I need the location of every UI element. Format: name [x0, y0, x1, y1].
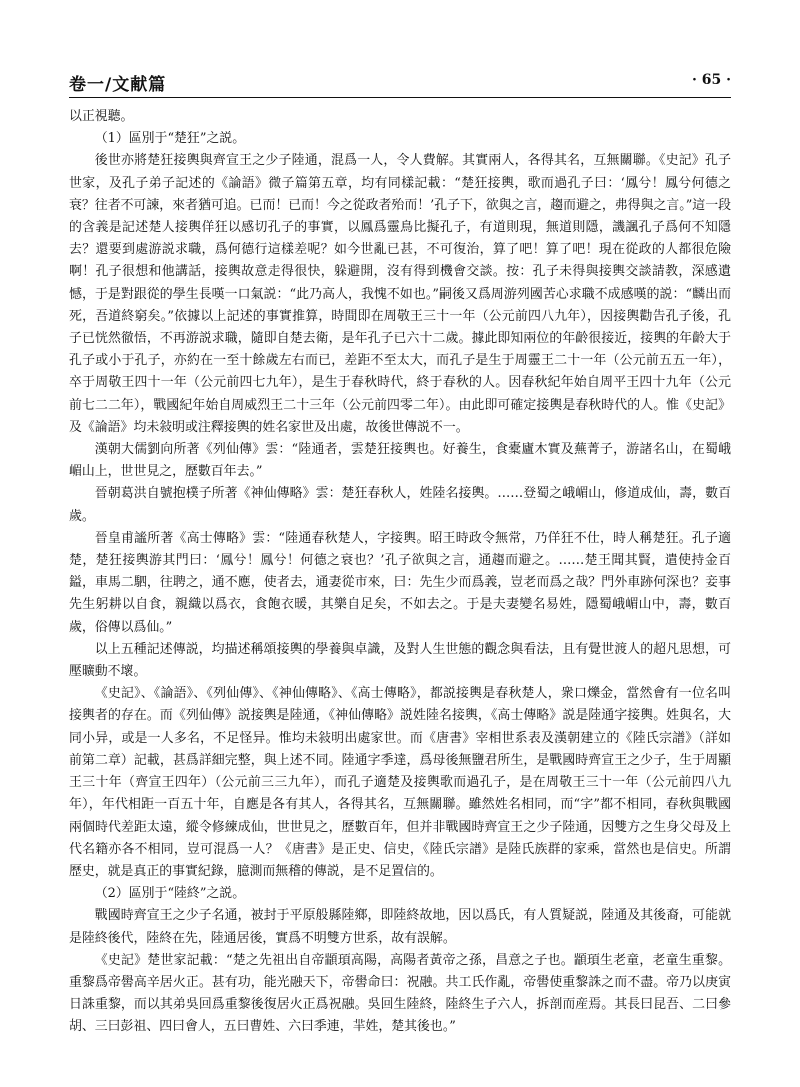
paragraph: 戰國時齊宣王之少子名通，被封于平原般縣陸鄉，即陸終故地，因以爲氏，有人質疑説，陸通及其後裔，可能就是陸終後代，陸終在先，陸通居後，實爲不明雙方世系，故有誤解。 [69, 908, 731, 946]
paragraph: 《史記》楚世家記載：“楚之先祖出自帝顓頊高陽，高陽者黃帝之孫，昌意之子也。顓頊生老童，老童生重黎。重黎爲帝嚳高辛居火正。甚有功，能光融天下，帝嚳命曰：祝融。共工氏作亂，帝嚳使重黎誅之而不盡。帝乃以庚寅日誅重黎，而以其弟吳回爲重黎後復居火正爲祝融。吳回生陸終，陸終生子六人，拆剖而産焉。其長曰昆吾、二曰參胡、三曰彭祖、四曰會人，五曰曹姓、六曰季連，羋姓，楚其後也。” [69, 952, 731, 1035]
section-heading: （1）區別于“楚狂”之説。 [94, 131, 246, 147]
paragraph: 以正視聽。 [69, 109, 134, 124]
paragraph: 晉朝葛洪自號抱樸子所著《神仙傳略》雲：楚狂春秋人，姓陸名接輿。……登蜀之峨嵋山，修道成仙，壽，數百歲。 [69, 486, 731, 524]
page-number: · 65 · [692, 72, 731, 88]
running-head: 卷一/文献篇 [69, 75, 167, 95]
paragraph: 以上五種記述傳説，均描述稱頌接輿的學養與卓識，及對人生世態的觀念與看法，且有覺世渡人的超凡思想，可壓曠動不壞。 [69, 641, 731, 680]
body-text [69, 106, 731, 1039]
section-heading: （2）區別于“陸終”之説。 [94, 886, 246, 902]
paragraph: 晉皇甫謐所著《高士傳略》雲：“陸通春秋楚人，字接輿。昭王時政令無常，乃佯狂不仕，時人稱楚狂。孔子適楚，楚狂接輿游其門曰：‘鳳兮！鳳兮！何德之衰也？’孔子欲與之言，通趨而避之。……楚王聞其賢，遣使持金百鎰，車馬二駟，往聘之，通不應，使者去，通妻從市來，曰：先生少而爲義，豈老而爲之哉？門外車跡何深也？妾事先生躬耕以自食，親織以爲衣，食飽衣暖，其樂自足矣，不如去之。于是夫妻變名易姓，隱蜀峨嵋山中，壽，數百歲，俗傳以爲仙。” [69, 530, 731, 635]
paragraph: 漢朝大儒劉向所著《列仙傳》雲：“陸通者，雲楚狂接輿也。好養生，食橐廬木實及蕪菁子，游諸名山，在蜀峨嵋山上，世世見之，歷數百年去。” [69, 442, 731, 480]
paragraph: 《史記》、《論語》、《列仙傳》、《神仙傳略》、《高士傳略》，都説接輿是春秋楚人，衆口爍金，當然會有一位名叫接輿者的存在。而《列仙傳》説接輿是陸通，《神仙傳略》説姓陸名接輿，《高士傳略》説是陸通字接輿。姓與名，大同小异，或是一人多名，不足怪异。惟均未敍明出處家世。而《唐書》宰相世系表及漢朝建立的《陸氏宗譜》（詳如前第二章）記載，甚爲詳細完整，與上述不同。陸通字季達，爲母後無鹽君所生，是戰國時齊宣王之少子，生于周顯王三十年（齊宣王四年）（公元前三三九年），而孔子適楚及接輿歌而過孔子，是在周敬王三十一年（公元前四八九年），年代相距一百五十年，自應是各有其人，各得其名，互無關聯。雖然姓名相同，而“字”都不相同，春秋與戰國兩個時代差距太遠，縱令修練成仙，世世見之，歷數百年，但并非戰國時齊宣王之少子陸通，因雙方之生身父母及上代名籍亦各不相同，豈可混爲一人？《唐書》是正史、信史，《陸氏宗譜》是陸氏族群的家乘，當然也是信史。所謂歷史，就是真正的事實紀錄，臆測而無稽的傳説，是不足置信的。 [69, 686, 731, 879]
header-rule [69, 97, 731, 98]
paragraph: 後世亦將楚狂接輿與齊宣王之少子陸通，混爲一人，令人費解。其實兩人，各得其名，互無關聯。《史記》孔子世家，及孔子弟子記述的《論語》微子篇第五章，均有同樣記載：“楚狂接輿，歌而過孔子曰：‘鳳兮！鳳兮何德之衰？往者不可諫，來者猶可追。已而！已而！今之從政者殆而！’孔子下，欲與之言，趨而避之，弗得與之言。”這一段的含義是記述楚人接輿佯狂以感切孔子的事實，以鳳爲靈鳥比擬孔子，有道則現，無道則隱，譏諷孔子爲何不知隱去？還要到處游説求職，爲何德行這樣差呢？如今世亂已甚，不可復治，算了吧！算了吧！現在從政的人都很危險啊！孔子很想和他講話，接輿故意走得很快，躲避開，沒有得到機會交談。按：孔子未得與接輿交談請教，深感遺憾，于是對跟從的學生長嘆一口氣説：“此乃高人，我愧不如也。”嗣後又爲周游列國苦心求職不成感嘆的説：“麟出而死，吾道終窮矣。”依據以上記述的事實推算，時間即在周敬王三十一年（公元前四八九年），因接輿勸告孔子後，孔子已恍然徹悟，不再游説求職，隨即自楚去衛，是年孔子已六十二歲。據此即知兩位的年齡很接近，接輿的年齡大于孔子或小于孔子，亦約在一至十餘歲左右而已，差距不至太大，而孔子是生于周靈王二十一年（公元前五五一年），卒于周敬王四十一年（公元前四七九年），是生于春秋時代，終于春秋的人。因春秋紀年始自周平王四十九年（公元前七二二年），戰國紀年始自周威烈王二十三年（公元前四零二年）。由此即可確定接輿是春秋時代的人。惟《史記》及《論語》均未敍明或注釋接輿的姓名家世及出處，故後世傳説不一。 [69, 153, 731, 435]
page-header [69, 70, 731, 94]
